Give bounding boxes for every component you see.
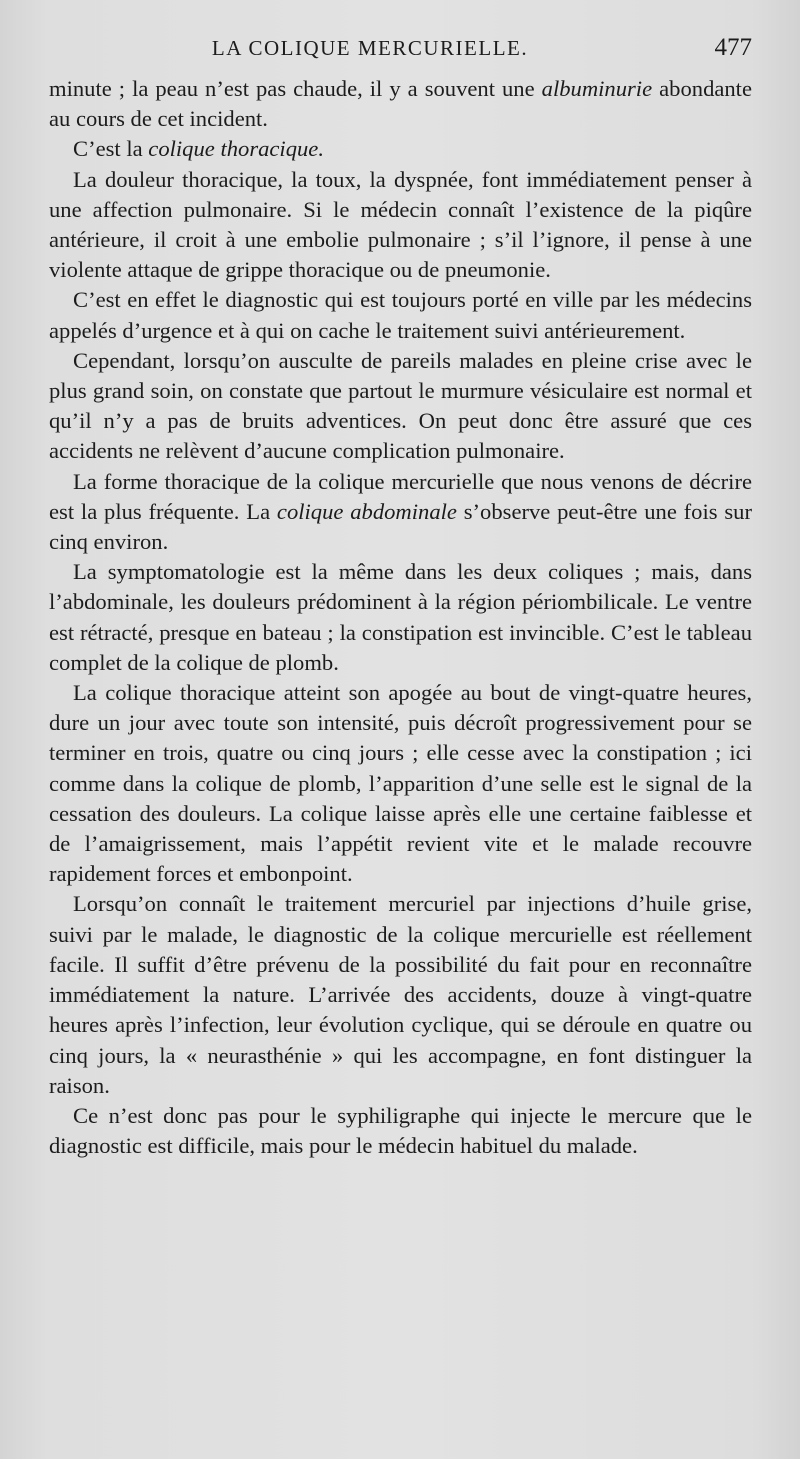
paragraph-text: s’observe peut-être une fois sur cinq environ. (49, 498, 752, 555)
paragraph (49, 165, 752, 286)
paragraph (49, 467, 752, 558)
paragraph (49, 678, 752, 889)
paragraph-text: Cependant, lorsqu’on ausculte de pareils malades en pleine crise avec le plus grand soin, on constate que partout le murmure vésiculaire est normal et qu’il n’y a pas de bruits adventices. On peut donc être assuré que ces accidents ne relèvent d’aucune complication pulmonaire. (49, 347, 752, 464)
page-number: 477 (714, 34, 752, 61)
paragraph-text: Ce n’est donc pas pour le syphiligraphe qui injecte le mercure que le diagnostic est difficile, mais pour le médecin habituel du malade. (49, 1102, 752, 1159)
paragraph-text: La symptomatologie est la même dans les deux coliques ; mais, dans l’abdominale, les douleurs prédominent à la région périombilicale. Le ventre est rétracté, presque en bateau ; la constipation est invincible. C’est le tableau complet de la colique de plomb. (49, 559, 752, 675)
paragraph-text: La forme thoracique de la colique mercurielle que nous venons de décrire est la plus fréquente. La (49, 468, 752, 524)
paragraph (49, 1101, 752, 1161)
italic-term: albuminurie (541, 76, 653, 101)
paragraph (49, 134, 752, 164)
paragraph (49, 346, 752, 467)
paragraph-text: Lorsqu’on connaît le traitement mercuriel par injections d’huile grise, suivi par le malade, le diagnostic de la colique mercurielle est réellement facile. Il suffit d’être prévenu de la possibilité du fait pour en reconnaître immédiatement la nature. L’arrivée des accidents, douze à vingt-quatre heures après l’infection, leur évolution cyclique, qui se déroule en quatre ou cinq jours, la « neurasthénie » qui les accompagne, en font distinguer la raison. (49, 891, 752, 1098)
paragraph (49, 285, 752, 345)
italic-term: colique abdominale (276, 498, 457, 524)
body-text (49, 74, 752, 1161)
paragraph-text: abondante au cours de cet incident. (49, 76, 752, 132)
paragraph (49, 889, 752, 1100)
paragraph-text: minute ; la peau n’est pas chaude, il y a souvent une (49, 76, 542, 101)
paragraph-text: La douleur thoracique, la toux, la dyspnée, font immédiatement penser à une affection pulmonaire. Si le médecin connaît l’existence de la piqûre antérieure, il croit à une embolie pulmonaire ; s’il l’ignore, il pense à une violente attaque de grippe thoracique ou de pneumonie. (49, 166, 752, 283)
paragraph (49, 557, 752, 678)
paragraph (49, 74, 752, 134)
page-header (48, 36, 752, 68)
paragraph-text: C’est en effet le diagnostic qui est toujours porté en ville par les médecins appelés d’urgence et à qui on cache le traitement suivi antérieurement. (49, 287, 752, 343)
paragraph-text: La colique thoracique atteint son apogée au bout de vingt-quatre heures, dure un jour avec toute son intensité, puis décroît progressivement pour se terminer en trois, quatre ou cinq jours ; elle cesse avec la constipation ; ici comme dans la colique de plomb, l’apparition d’une selle est le signal de la cessation des douleurs. La colique laisse après elle une certaine faiblesse et de l’amaigrissement, mais l’appétit revient vite et le malade recouvre rapidement forces et embonpoint. (49, 680, 752, 887)
paragraph-text: C’est la (73, 136, 149, 162)
running-title: LA COLIQUE MERCURIELLE. (211, 36, 529, 60)
italic-term: colique thoracique. (148, 136, 324, 162)
